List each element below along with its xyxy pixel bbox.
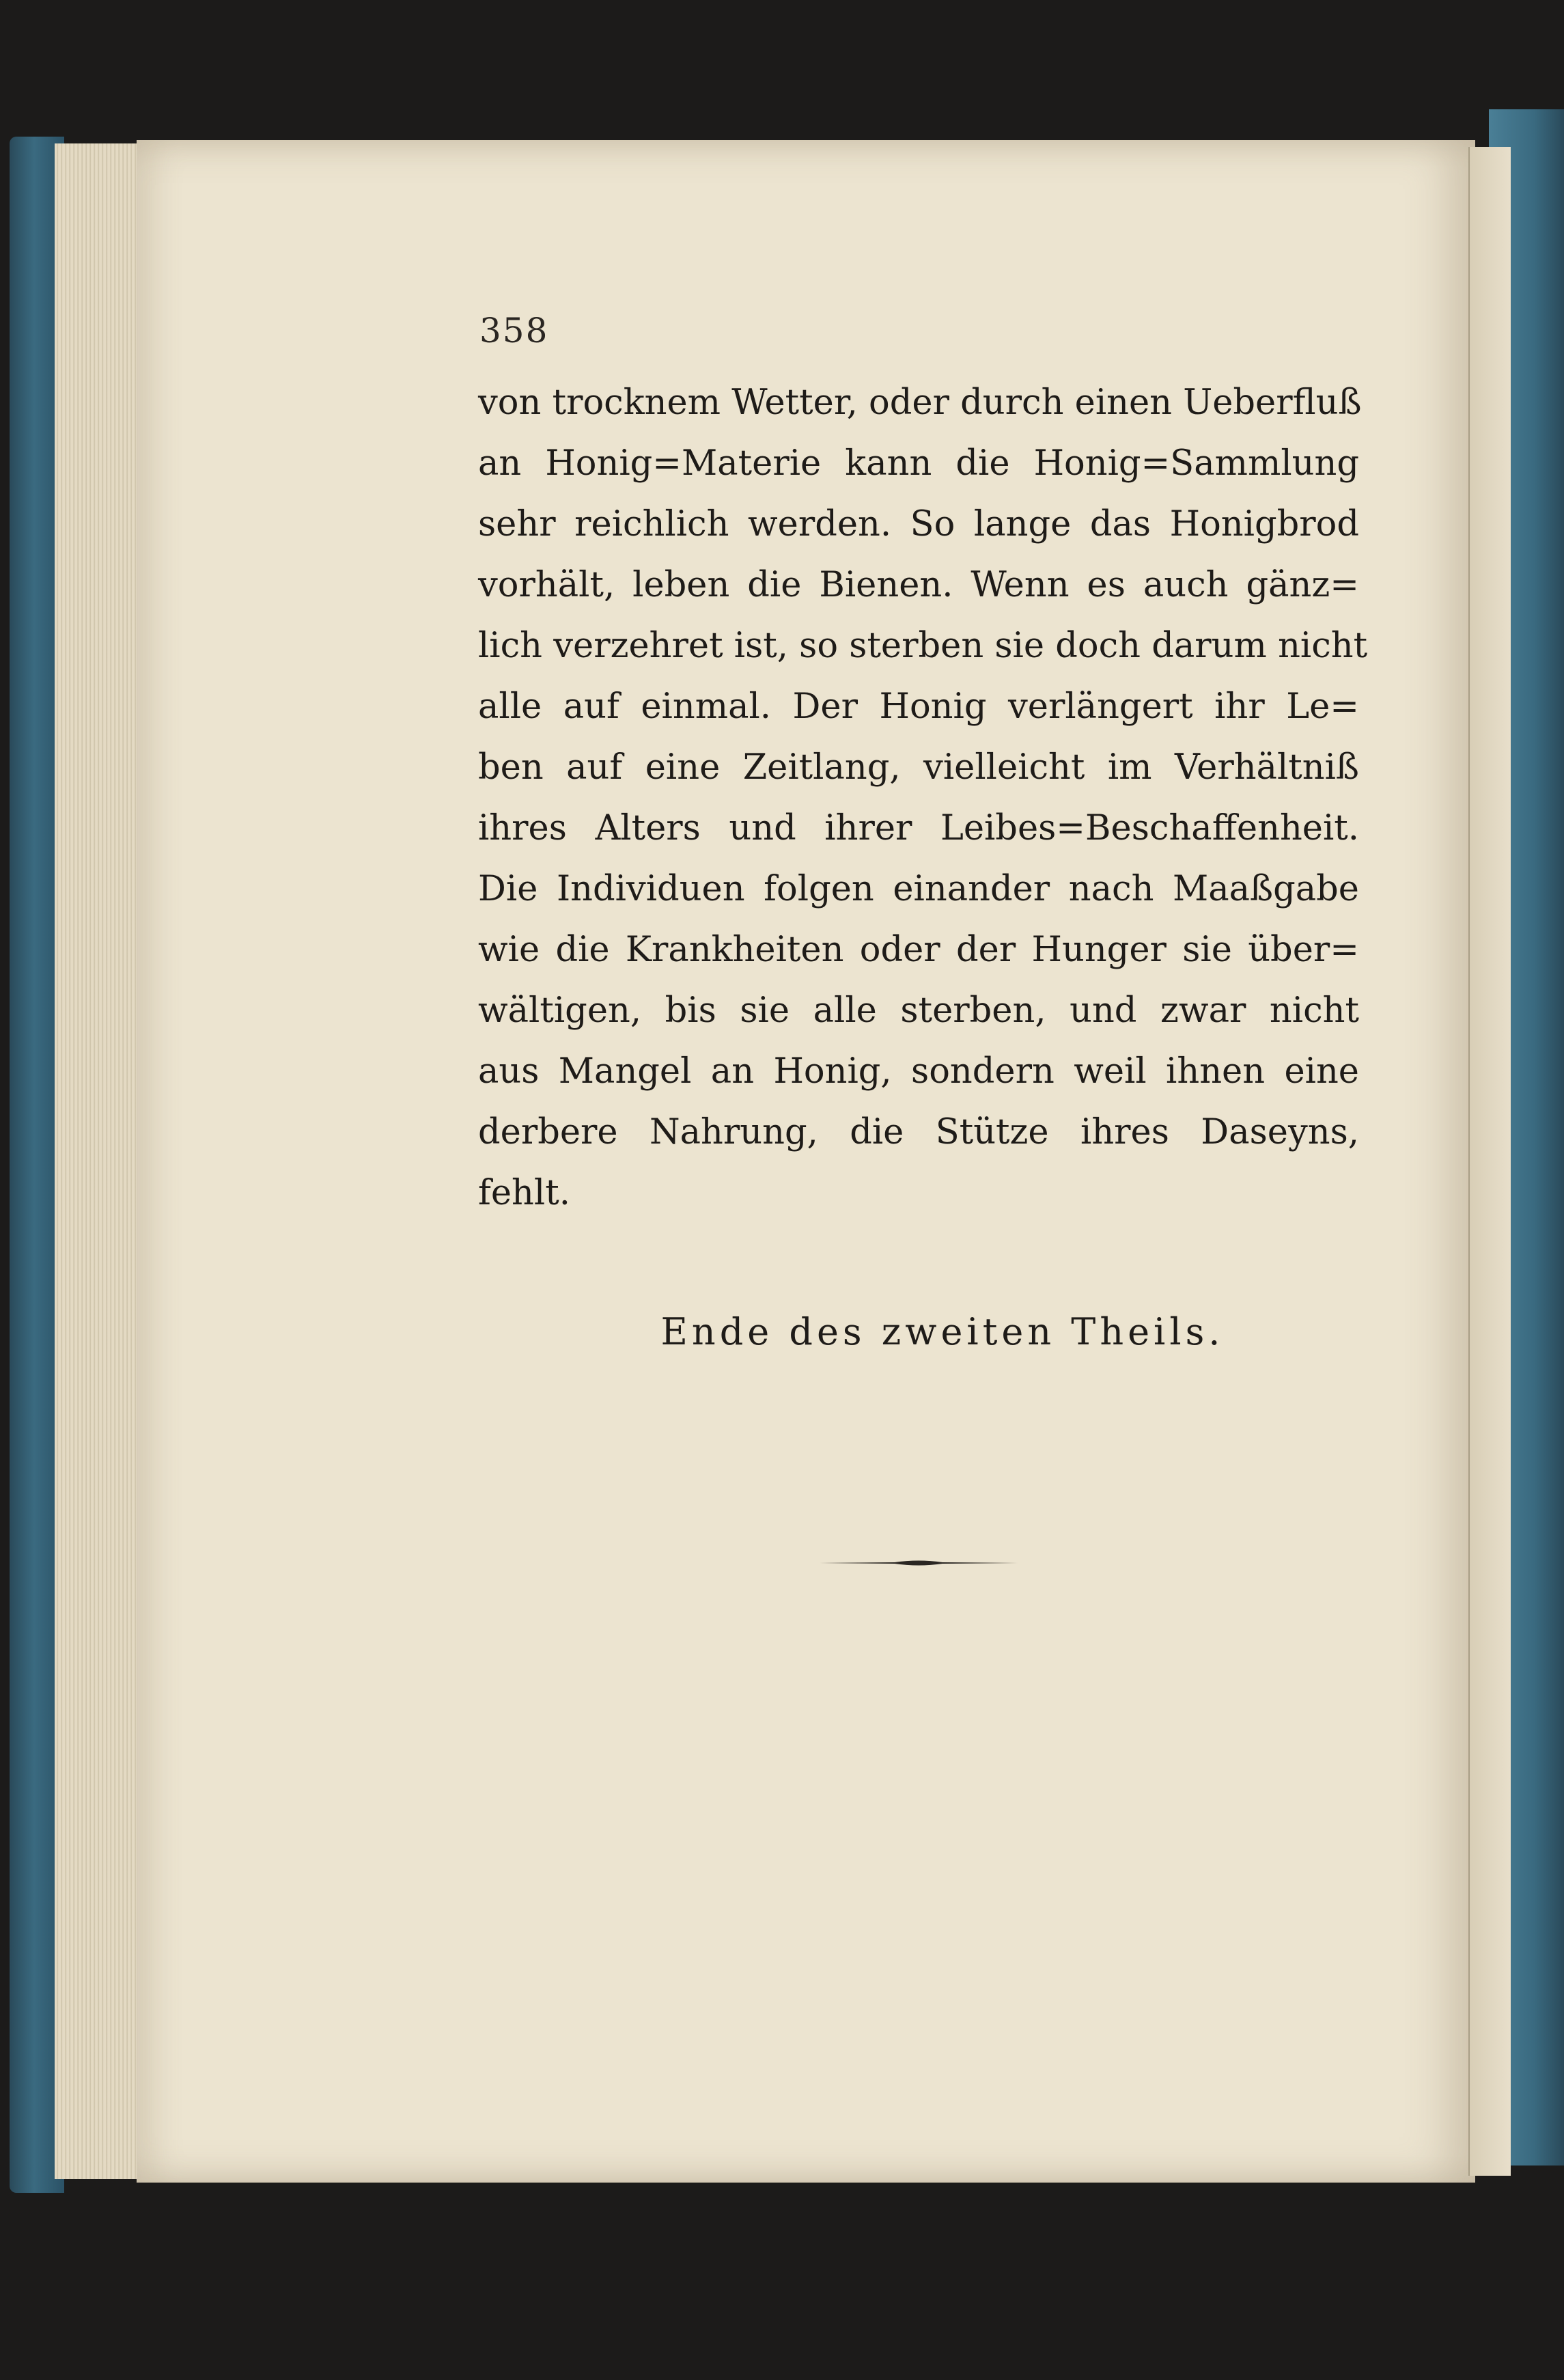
- text-line: lich verzehret ist, so sterben sie doch darum nicht: [478, 626, 1368, 666]
- text-line: vorhält, leben die Bienen. Wenn es auch gänz=: [478, 565, 1359, 605]
- text-line: an Honig=Materie kann die Honig=Sammlung: [478, 443, 1359, 484]
- body-text: [478, 372, 1368, 1223]
- end-note: Ende des zweiten Theils.: [660, 1310, 1225, 1353]
- text-line: sehr reichlich werden. So lange das Honigbrod: [478, 504, 1359, 544]
- decorative-rule: [820, 1558, 1018, 1568]
- text-line: fehlt.: [478, 1173, 570, 1213]
- text-line: ihres Alters und ihrer Leibes=Beschaffenheit.: [478, 808, 1359, 848]
- text-line: alle auf einmal. Der Honig verlängert ihr Le=: [478, 687, 1359, 727]
- text-line: aus Mangel an Honig, sondern weil ihnen eine: [478, 1051, 1359, 1092]
- text-line: derbere Nahrung, die Stütze ihres Daseyns,: [478, 1112, 1359, 1152]
- text-line: wie die Krankheiten oder der Hunger sie über=: [478, 930, 1359, 970]
- text-line: ben auf eine Zeitlang, vielleicht im Verhältniß: [478, 747, 1359, 788]
- text-line: wältigen, bis sie alle sterben, und zwar nicht: [478, 991, 1359, 1031]
- text-line: Die Individuen folgen einander nach Maaßgabe: [478, 869, 1359, 909]
- facing-page-edge: [1468, 147, 1511, 2176]
- page-number: 358: [479, 311, 549, 350]
- text-line: von trocknem Wetter, oder durch einen Ueberfluß: [478, 383, 1362, 423]
